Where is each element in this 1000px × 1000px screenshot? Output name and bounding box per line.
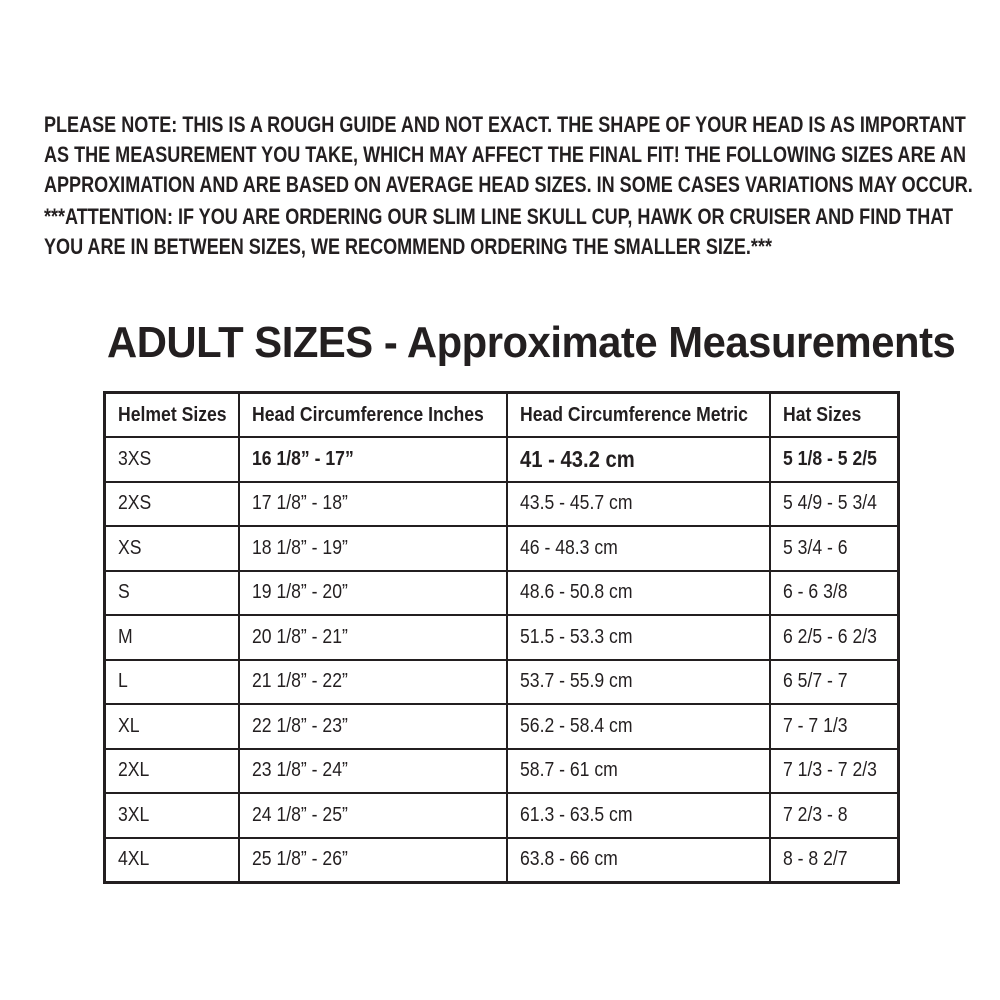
- table-cell: 22 1/8” - 23”: [239, 704, 507, 749]
- table-header-cell: Head Circumference Inches: [239, 393, 507, 438]
- table-row: [105, 526, 899, 571]
- table-cell: 7 - 7 1/3: [770, 704, 899, 749]
- table-cell: M: [105, 615, 239, 660]
- table-cell: 56.2 - 58.4 cm: [507, 704, 770, 749]
- table-cell: 41 - 43.2 cm: [507, 437, 770, 482]
- attention-text: [44, 202, 1000, 262]
- table-cell: XL: [105, 704, 239, 749]
- table-row: [105, 571, 899, 616]
- notice-text: [44, 110, 1000, 200]
- table-cell: 16 1/8” - 17”: [239, 437, 507, 482]
- table-cell: 58.7 - 61 cm: [507, 749, 770, 794]
- table-row: [105, 615, 899, 660]
- table-cell: 8 - 8 2/7: [770, 838, 899, 883]
- notice-text-line: PLEASE NOTE: THIS IS A ROUGH GUIDE AND NOT EXACT. THE SHAPE OF YOUR HEAD IS AS IMPORTANT: [44, 112, 966, 137]
- table-cell: 48.6 - 50.8 cm: [507, 571, 770, 616]
- table-cell: 5 3/4 - 6: [770, 526, 899, 571]
- table-cell: 17 1/8” - 18”: [239, 482, 507, 527]
- table-cell: 6 5/7 - 7: [770, 660, 899, 705]
- table-cell: 6 - 6 3/8: [770, 571, 899, 616]
- sizes-table: [103, 391, 900, 884]
- table-header-cell: Hat Sizes: [770, 393, 899, 438]
- table-cell: 5 4/9 - 5 3/4: [770, 482, 899, 527]
- table-row: [105, 704, 899, 749]
- table-cell: 61.3 - 63.5 cm: [507, 793, 770, 838]
- table-cell: 21 1/8” - 22”: [239, 660, 507, 705]
- table-cell: 24 1/8” - 25”: [239, 793, 507, 838]
- table-cell: 63.8 - 66 cm: [507, 838, 770, 883]
- notice-text-line: AS THE MEASUREMENT YOU TAKE, WHICH MAY AFFECT THE FINAL FIT! THE FOLLOWING SIZES ARE AN: [44, 142, 967, 167]
- table-cell: L: [105, 660, 239, 705]
- table-cell: 7 1/3 - 7 2/3: [770, 749, 899, 794]
- table-header-cell: Helmet Sizes: [105, 393, 239, 438]
- table-cell: 46 - 48.3 cm: [507, 526, 770, 571]
- table-cell: 18 1/8” - 19”: [239, 526, 507, 571]
- table-cell: 20 1/8” - 21”: [239, 615, 507, 660]
- table-cell: 4XL: [105, 838, 239, 883]
- attention-text-line: YOU ARE IN BETWEEN SIZES, WE RECOMMEND ORDERING THE SMALLER SIZE.***: [44, 234, 773, 259]
- table-cell: 6 2/5 - 6 2/3: [770, 615, 899, 660]
- table-row: [105, 660, 899, 705]
- table-cell: 5 1/8 - 5 2/5: [770, 437, 899, 482]
- table-cell: 25 1/8” - 26”: [239, 838, 507, 883]
- table-row: [105, 749, 899, 794]
- table-cell: 2XS: [105, 482, 239, 527]
- table-cell: 19 1/8” - 20”: [239, 571, 507, 616]
- table-cell: 7 2/3 - 8: [770, 793, 899, 838]
- table-cell: 3XS: [105, 437, 239, 482]
- table-cell: 43.5 - 45.7 cm: [507, 482, 770, 527]
- page-title: ADULT SIZES - Approximate Measurements: [107, 318, 956, 367]
- table-cell: S: [105, 571, 239, 616]
- table-cell: 3XL: [105, 793, 239, 838]
- table-row: [105, 482, 899, 527]
- table-header-cell: Head Circumference Metric: [507, 393, 770, 438]
- table-header-row: [105, 393, 899, 438]
- notice-text-line: APPROXIMATION AND ARE BASED ON AVERAGE HEAD SIZES. IN SOME CASES VARIATIONS MAY OCCUR.: [44, 172, 973, 197]
- table-cell: 2XL: [105, 749, 239, 794]
- attention-text-line: ***ATTENTION: IF YOU ARE ORDERING OUR SLIM LINE SKULL CUP, HAWK OR CRUISER AND FIND THAT: [44, 204, 954, 229]
- table-row: [105, 437, 899, 482]
- table-cell: XS: [105, 526, 239, 571]
- table-cell: 53.7 - 55.9 cm: [507, 660, 770, 705]
- table-row: [105, 838, 899, 883]
- table-cell: 23 1/8” - 24”: [239, 749, 507, 794]
- table-row: [105, 793, 899, 838]
- table-cell: 51.5 - 53.3 cm: [507, 615, 770, 660]
